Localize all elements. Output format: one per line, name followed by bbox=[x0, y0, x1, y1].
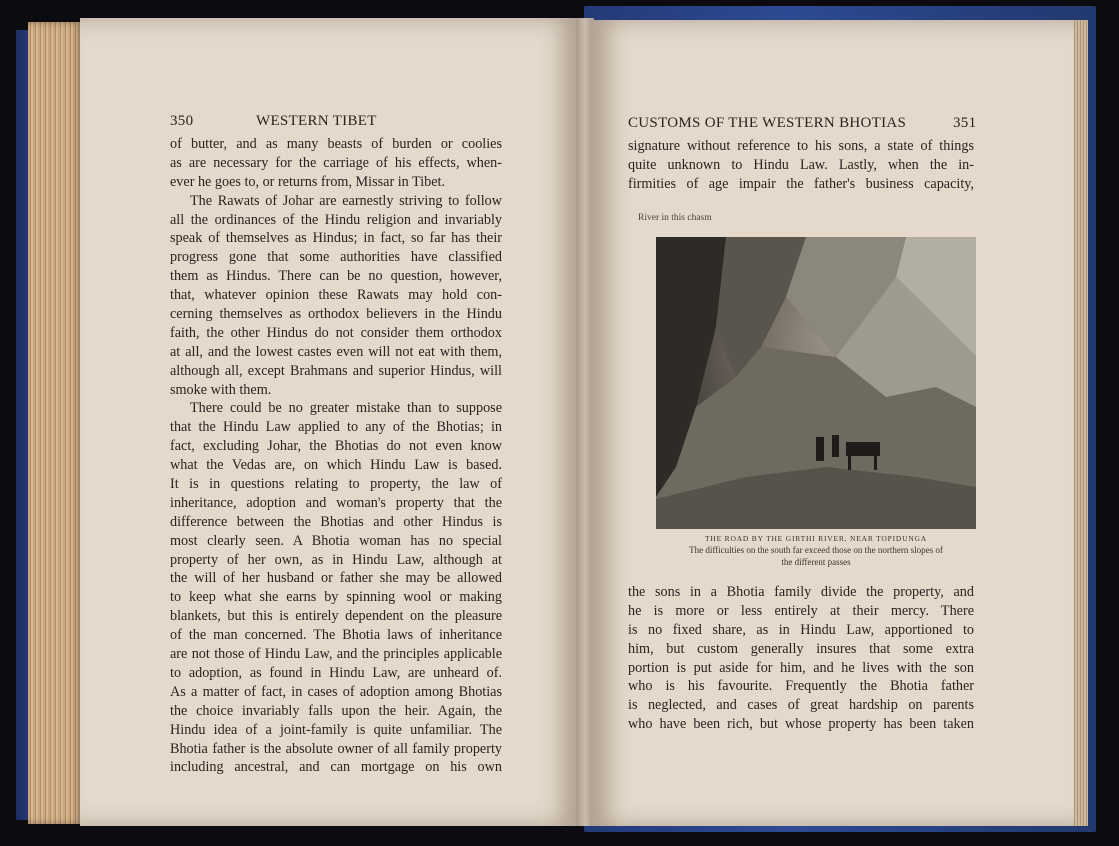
page-number: 350 bbox=[170, 113, 194, 129]
text-line: who have been rich, but whose property has been taken bbox=[628, 716, 974, 733]
text-line: speak of themselves as Hindus; in fact, so far has their bbox=[170, 230, 502, 247]
text-line: what the Vedas are, on which Hindu Law is based. bbox=[170, 457, 502, 474]
text-line: As a matter of fact, in cases of adoption among Bhotias bbox=[170, 683, 502, 700]
photo-caption bbox=[656, 545, 976, 568]
text-line: fact, excluding Johar, the Bhotias do not even know bbox=[170, 438, 502, 455]
text-line: property of her own, as in Hindu Law, although at bbox=[170, 551, 502, 568]
text-line: the will of her husband or father she may be allowed bbox=[170, 570, 502, 587]
running-header: CUSTOMS OF THE WESTERN BHOTIAS bbox=[628, 115, 907, 131]
left-page-body-text bbox=[170, 135, 502, 777]
text-line: firmities of age impair the father's business capacity, bbox=[628, 175, 974, 192]
text-line: who is his favourite. Frequently the Bhotia father bbox=[628, 678, 974, 695]
photo-caption-line: The difficulties on the south far exceed those on the northern slopes of bbox=[689, 545, 943, 555]
text-line: quite unknown to Hindu Law. Lastly, when the in- bbox=[628, 156, 974, 173]
right-page-body-text-top bbox=[628, 137, 974, 194]
text-line: them as Hindus. There can be no question, however, bbox=[170, 268, 502, 285]
text-line: to keep what she earns by spinning wool or making bbox=[170, 589, 502, 606]
text-line: is no fixed share, as in Hindu Law, apportioned to bbox=[628, 621, 974, 638]
text-line: although all, except Brahmans and superior Hindus, will bbox=[170, 362, 502, 379]
page-edges-right bbox=[1072, 20, 1088, 826]
text-line: cerning themselves as orthodox believers in the Hindu bbox=[170, 306, 502, 323]
plate-label: River in this chasm bbox=[638, 213, 712, 223]
text-line: of butter, and as many beasts of burden or coolies bbox=[170, 136, 502, 152]
photo-caption-title: THE ROAD BY THE GIRTHI RIVER, NEAR TOPIDUNGA bbox=[705, 534, 927, 543]
page-edges-left bbox=[28, 22, 84, 824]
text-line: that the Hindu Law applied to any of the Bhotias; in bbox=[170, 419, 502, 436]
text-line: the sons in a Bhotia family divide the property, and bbox=[628, 584, 974, 600]
text-line: ever he goes to, or returns from, Missar in Tibet. bbox=[170, 173, 446, 190]
text-line: including ancestral, and can mortgage on his own bbox=[170, 759, 502, 776]
text-line: at all, and the lowest castes even will not eat with them, bbox=[170, 343, 502, 360]
text-line: It is in questions relating to property, the law of bbox=[170, 476, 502, 493]
text-line: There could be no greater mistake than to suppose bbox=[190, 400, 502, 417]
text-line: portion is put aside for him, and he lives with the son bbox=[628, 659, 974, 676]
text-line: progress gone that some authorities have classified bbox=[170, 249, 502, 266]
text-line: the choice invariably falls upon the heir. Again, the bbox=[170, 702, 502, 719]
right-page-body-text-bottom bbox=[628, 583, 974, 734]
text-line: Bhotia father is the absolute owner of all family property bbox=[170, 740, 502, 757]
photograph-river-gorge bbox=[656, 237, 976, 529]
text-line: signature without reference to his sons, a state of things bbox=[628, 138, 974, 154]
text-line: are not those of Hindu Law, and the principles applicable bbox=[170, 646, 502, 663]
text-line: of the man concerned. The Bhotia laws of inheritance bbox=[170, 627, 502, 644]
text-line: as are necessary for the carriage of his effects, when- bbox=[170, 154, 502, 171]
photo-caption-line: the different passes bbox=[781, 556, 851, 567]
text-line: inheritance, adoption and woman's property that the bbox=[170, 494, 502, 511]
text-line: difference between the Bhotias and other Hindus is bbox=[170, 513, 502, 530]
text-line: him, but custom generally insures that some extra bbox=[628, 640, 974, 657]
text-line: Hindu idea of a joint-family is quite unfamiliar. The bbox=[170, 721, 502, 738]
page-number: 351 bbox=[953, 115, 977, 131]
text-line: The Rawats of Johar are earnestly striving to follow bbox=[190, 192, 502, 209]
text-line: blankets, but this is entirely dependent on the pleasure bbox=[170, 608, 502, 625]
right-page bbox=[590, 20, 1074, 826]
text-line: smoke with them. bbox=[170, 381, 272, 398]
text-line: all the ordinances of the Hindu religion and invariably bbox=[170, 211, 502, 228]
text-line: to adoption, as found in Hindu Law, are unheard of. bbox=[170, 664, 502, 681]
left-page bbox=[80, 18, 580, 826]
text-line: is neglected, and cases of great hardship on parents bbox=[628, 697, 974, 714]
text-line: most clearly seen. A Bhotia woman has no special bbox=[170, 532, 502, 549]
text-line: he is more or less entirely at their mercy. There bbox=[628, 602, 974, 619]
running-header: WESTERN TIBET bbox=[256, 113, 377, 129]
text-line: faith, the other Hindus do not consider them orthodox bbox=[170, 324, 502, 341]
text-line: that, whatever opinion these Rawats may hold con- bbox=[170, 287, 502, 304]
